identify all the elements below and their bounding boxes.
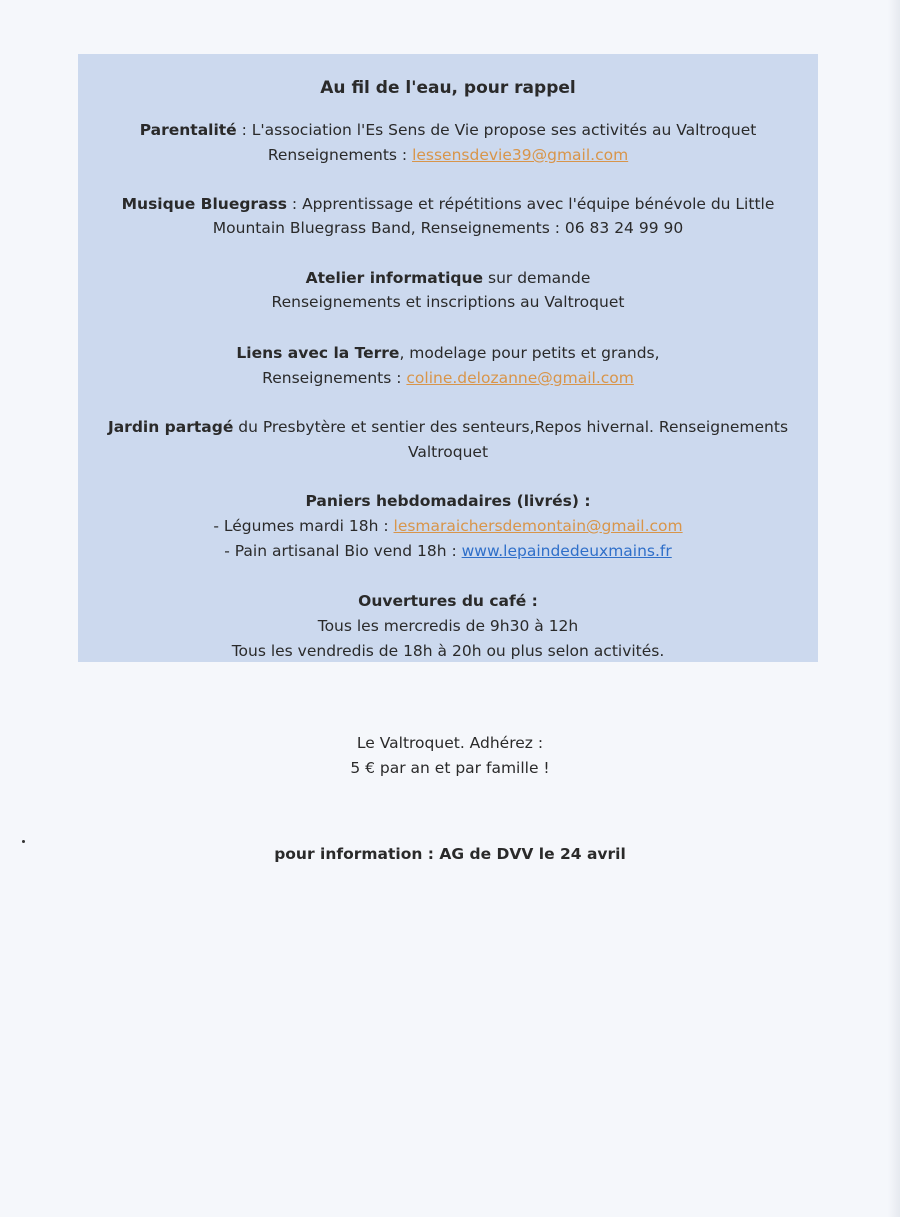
cafe-label: Ouvertures du café :: [358, 592, 538, 610]
terre-label: Liens avec la Terre: [236, 344, 400, 362]
info-line: [0, 842, 900, 866]
atelier-line-2: Renseignements et inscriptions au Valtroquet: [271, 293, 625, 311]
terre-text: , modelage pour petits et grands,: [399, 344, 660, 362]
parentalite-label: Parentalité: [139, 121, 237, 139]
legumes-prefix: - Légumes mardi 18h :: [213, 517, 394, 535]
page-edge: [888, 0, 900, 1217]
paniers-label: Paniers hebdomadaires (livrés) :: [305, 492, 591, 510]
jardin-label: Jardin partagé: [107, 418, 234, 436]
parentalite-info-prefix: Renseignements :: [267, 146, 413, 164]
terre-line: [78, 341, 818, 365]
adhesion-line-1: Le Valtroquet. Adhérez :: [356, 734, 544, 752]
pain-website-link[interactable]: www.lepaindedeuxmains.fr: [461, 542, 672, 560]
adhesion-line-2: 5 € par an et par famille !: [350, 759, 550, 777]
terre-contact: [78, 366, 818, 390]
parentalite-line: [78, 118, 818, 142]
parentalite-email-link[interactable]: lessensdevie39@gmail.com: [412, 146, 629, 164]
atelier-label: Atelier informatique: [305, 269, 484, 287]
bluegrass-label: Musique Bluegrass: [121, 195, 287, 213]
jardin-line: [78, 415, 818, 439]
parentalite-text: : L'association l'Es Sens de Vie propose ses activités au Valtroquet: [236, 121, 757, 139]
paniers-legumes: [78, 514, 818, 538]
cafe-line-1: Tous les mercredis de 9h30 à 12h: [317, 617, 579, 635]
legumes-email-link[interactable]: lesmaraichersdemontain@gmail.com: [393, 517, 683, 535]
reminder-title: Au fil de l'eau, pour rappel: [320, 78, 576, 98]
jardin-text: du Presbytère et sentier des senteurs,Repos hivernal. Renseignements: [233, 418, 789, 436]
info-text: pour information : AG de DVV le 24 avril: [274, 845, 626, 863]
atelier-text: sur demande: [483, 269, 591, 287]
atelier-line: [78, 266, 818, 290]
reminder-box: [78, 54, 818, 662]
cafe-heading: [78, 589, 818, 613]
terre-email-link[interactable]: coline.delozanne@gmail.com: [406, 369, 634, 387]
parentalite-contact: [78, 143, 818, 167]
paniers-heading: [78, 489, 818, 513]
paniers-pain: [78, 539, 818, 563]
pain-prefix: - Pain artisanal Bio vend 18h :: [224, 542, 462, 560]
bluegrass-line: [78, 192, 818, 216]
jardin-line-2: Valtroquet: [407, 443, 489, 461]
terre-info-prefix: Renseignements :: [262, 369, 407, 387]
bluegrass-text: : Apprentissage et répétitions avec l'équipe bénévole du Little: [287, 195, 775, 213]
cafe-line-2: Tous les vendredis de 18h à 20h ou plus selon activités.: [231, 642, 665, 660]
bluegrass-line-2: Mountain Bluegrass Band, Renseignements : 06 83 24 99 90: [212, 219, 684, 237]
